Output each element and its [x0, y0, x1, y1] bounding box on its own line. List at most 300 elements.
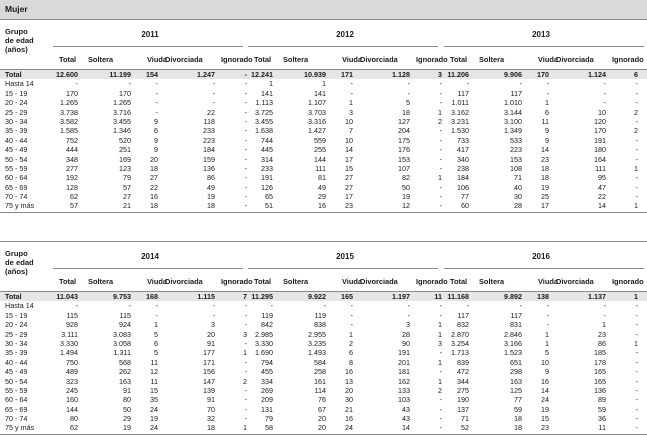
- table-cell: -: [603, 310, 606, 320]
- table-cell: 86: [598, 338, 606, 348]
- table-cell: 16: [150, 192, 158, 202]
- table-cell: 15: [541, 414, 549, 424]
- table-cell: 348: [66, 154, 78, 164]
- table-cell: 258: [314, 367, 326, 377]
- table-cell: 20: [345, 385, 353, 395]
- table-cell: 1: [349, 98, 353, 108]
- age-group-label: 75 y más: [5, 201, 35, 211]
- table-cell: -: [244, 367, 247, 377]
- table-cell: 65: [265, 192, 273, 202]
- table-cell: 17: [345, 154, 353, 164]
- table-cell: 49: [318, 182, 326, 192]
- table-cell: 119: [314, 310, 326, 320]
- table-cell: 164: [594, 154, 606, 164]
- table-cell: 19: [150, 414, 158, 424]
- table-cell: 2.870: [451, 329, 469, 339]
- table-cell: -: [635, 329, 638, 339]
- table-cell: 117: [457, 310, 469, 320]
- table-cell: -: [635, 404, 638, 414]
- table-cell: 19: [541, 182, 549, 192]
- table-cell: 27: [345, 182, 353, 192]
- table-cell: 67: [318, 404, 326, 414]
- table-cell: -: [635, 310, 638, 320]
- table-cell: 80: [70, 414, 78, 424]
- table-cell: 14: [541, 385, 549, 395]
- table-cell: 49: [207, 182, 215, 192]
- table-cell: 18: [541, 173, 549, 183]
- age-group-label: 50 - 54: [5, 376, 28, 386]
- table-cell: 11.295: [251, 292, 273, 301]
- table-cell: 52: [461, 423, 469, 433]
- table-cell: -: [546, 301, 549, 311]
- table-cell: 1: [545, 338, 549, 348]
- table-cell: 334: [261, 376, 273, 386]
- table-cell: -: [519, 301, 522, 311]
- table-cell: 533: [510, 135, 522, 145]
- group-header-label: de edad: [5, 36, 34, 45]
- table-cell: 91: [207, 395, 215, 405]
- table-cell: 57: [123, 182, 131, 192]
- table-cell: 1.265: [60, 98, 78, 108]
- table-cell: -: [439, 414, 442, 424]
- table-cell: 223: [510, 145, 522, 155]
- table-cell: 417: [457, 145, 469, 155]
- column-header: Viuda: [147, 55, 167, 64]
- column-header: Viuda: [147, 277, 167, 286]
- table-cell: 839: [457, 357, 469, 367]
- table-cell: -: [603, 88, 606, 98]
- table-cell: 30: [514, 192, 522, 202]
- table-cell: 27: [345, 173, 353, 183]
- table-row: [0, 423, 647, 432]
- table-cell: -: [439, 98, 442, 108]
- table-row: [0, 201, 647, 210]
- table-cell: 16: [345, 367, 353, 377]
- table-cell: 651: [510, 357, 522, 367]
- table-cell: -: [635, 116, 638, 126]
- column-header: Viuda: [342, 277, 362, 286]
- table-cell: -: [635, 385, 638, 395]
- table-cell: -: [244, 414, 247, 424]
- table-cell: 6: [154, 338, 158, 348]
- column-header: Ignorado: [416, 277, 448, 286]
- table-cell: 22: [207, 107, 215, 117]
- table-cell: 21: [123, 201, 131, 211]
- table-header: [0, 241, 647, 292]
- table-cell: 1: [154, 320, 158, 330]
- age-group-label: 20 - 24: [5, 320, 28, 330]
- column-header: Soltera: [479, 277, 505, 286]
- table-cell: 107: [398, 163, 410, 173]
- table-cell: 24: [150, 404, 158, 414]
- table-cell: 3: [349, 107, 353, 117]
- table-cell: 17: [345, 192, 353, 202]
- table-cell: 153: [510, 154, 522, 164]
- column-header: Divorciada: [556, 55, 594, 64]
- table-row: [0, 377, 647, 386]
- table-cell: 15: [150, 385, 158, 395]
- age-group-label: 35 - 39: [5, 126, 28, 136]
- table-cell: 14: [345, 145, 353, 155]
- table-cell: 842: [261, 320, 273, 330]
- age-group-label: 45 - 49: [5, 367, 28, 377]
- table-cell: 128: [66, 182, 78, 192]
- table-cell: 1.427: [308, 126, 326, 136]
- age-group-label: 55 - 59: [5, 385, 28, 395]
- table-cell: 175: [398, 135, 410, 145]
- table-cell: 9: [545, 135, 549, 145]
- table-cell: 117: [457, 88, 469, 98]
- table-cell: 106: [457, 182, 469, 192]
- table-cell: 159: [203, 154, 215, 164]
- table-cell: 3.716: [113, 107, 131, 117]
- table-cell: 1.346: [113, 126, 131, 136]
- column-header: Ignorado: [221, 55, 253, 64]
- table-cell: 18: [541, 163, 549, 173]
- table-cell: -: [75, 301, 78, 311]
- table-cell: 3.455: [113, 116, 131, 126]
- table-cell: 91: [123, 385, 131, 395]
- table-cell: -: [407, 79, 410, 89]
- table-cell: 11: [150, 357, 158, 367]
- table-cell: 233: [261, 163, 273, 173]
- column-header: Soltera: [88, 277, 114, 286]
- table-body: [0, 70, 647, 211]
- table-cell: -: [244, 79, 247, 89]
- table-cell: 191: [261, 173, 273, 183]
- table-cell: -: [635, 395, 638, 405]
- table-cell: -: [407, 301, 410, 311]
- table-cell: -: [244, 145, 247, 155]
- table-cell: 6: [154, 126, 158, 136]
- table-cell: 1.115: [197, 292, 215, 301]
- table-cell: 1.197: [392, 292, 410, 301]
- table-cell: -: [407, 310, 410, 320]
- table-cell: -: [635, 423, 638, 433]
- table-cell: 3.316: [308, 116, 326, 126]
- table-cell: 27: [123, 192, 131, 202]
- table-row: [0, 173, 647, 182]
- table-cell: 171: [341, 70, 353, 79]
- table-cell: 62: [70, 423, 78, 433]
- table-cell: -: [244, 320, 247, 330]
- table-cell: 170: [537, 70, 549, 79]
- table-cell: 2.846: [504, 329, 522, 339]
- table-cell: 11.206: [447, 70, 469, 79]
- table-cell: 1.124: [588, 70, 606, 79]
- table-cell: -: [155, 301, 158, 311]
- table-cell: -: [635, 192, 638, 202]
- table-cell: 3: [438, 338, 442, 348]
- table-cell: -: [546, 79, 549, 89]
- table-cell: 744: [261, 135, 273, 145]
- table-cell: 314: [261, 154, 273, 164]
- table-cell: 1: [634, 292, 638, 301]
- table-cell: 3.231: [451, 116, 469, 126]
- table-cell: 340: [457, 154, 469, 164]
- total-row: [0, 70, 647, 79]
- column-header: Divorciada: [165, 277, 203, 286]
- table-cell: 127: [398, 116, 410, 126]
- table-cell: 115: [119, 310, 131, 320]
- table-cell: 2: [634, 126, 638, 136]
- table-row: [0, 348, 647, 357]
- table-cell: 91: [207, 338, 215, 348]
- table-cell: 2: [349, 338, 353, 348]
- table-cell: 1: [438, 320, 442, 330]
- table-cell: 181: [398, 367, 410, 377]
- age-group-label: 40 - 44: [5, 135, 28, 145]
- year-underline: [53, 46, 243, 47]
- table-cell: 13: [345, 376, 353, 386]
- table-cell: 1.265: [113, 98, 131, 108]
- table-row: [0, 192, 647, 201]
- table-cell: 2.955: [308, 329, 326, 339]
- table-cell: -: [244, 182, 247, 192]
- table-cell: 184: [203, 145, 215, 155]
- table-cell: 20: [150, 154, 158, 164]
- table-cell: 323: [66, 376, 78, 386]
- table-cell: 119: [261, 310, 273, 320]
- table-cell: -: [519, 79, 522, 89]
- year-header: 2014: [141, 252, 159, 261]
- column-header: Total: [450, 55, 468, 64]
- table-cell: -: [635, 88, 638, 98]
- table-bottom-rule: [0, 212, 647, 213]
- table-cell: -: [244, 107, 247, 117]
- table-cell: -: [155, 98, 158, 108]
- table-cell: 144: [314, 154, 326, 164]
- table-cell: 18: [514, 414, 522, 424]
- table-cell: 191: [398, 348, 410, 358]
- table-block-2011-2013: [0, 19, 647, 211]
- table-cell: -: [635, 173, 638, 183]
- table-header: [0, 19, 647, 70]
- year-underline: [53, 268, 243, 269]
- table-cell: -: [439, 182, 442, 192]
- column-header: Viuda: [538, 277, 558, 286]
- table-cell: -: [244, 116, 247, 126]
- table-cell: 838: [314, 320, 326, 330]
- table-row: [0, 136, 647, 145]
- table-cell: 138: [537, 292, 549, 301]
- table-cell: 238: [457, 163, 469, 173]
- table-cell: 136: [203, 163, 215, 173]
- age-group-label: 15 - 19: [5, 88, 28, 98]
- table-cell: 15: [345, 163, 353, 173]
- table-cell: 1: [438, 173, 442, 183]
- table-cell: -: [244, 404, 247, 414]
- year-header: 2013: [532, 30, 550, 39]
- table-row: [0, 358, 647, 367]
- table-cell: 3.330: [60, 338, 78, 348]
- table-cell: 18: [514, 423, 522, 433]
- age-group-label: 45 - 49: [5, 145, 28, 155]
- table-cell: 185: [594, 348, 606, 358]
- column-header: Ignorado: [416, 55, 448, 64]
- table-cell: 11: [541, 116, 549, 126]
- table-row: [0, 311, 647, 320]
- table-cell: 750: [66, 357, 78, 367]
- table-cell: 3.455: [255, 116, 273, 126]
- table-block-2014-2016: [0, 241, 647, 433]
- table-cell: 32: [207, 414, 215, 424]
- table-cell: 1.113: [255, 98, 273, 108]
- table-cell: 133: [398, 385, 410, 395]
- table-cell: 1: [634, 338, 638, 348]
- table-cell: 832: [457, 320, 469, 330]
- table-cell: 1.585: [60, 126, 78, 136]
- table-cell: 1: [438, 107, 442, 117]
- table-cell: 9.753: [113, 292, 131, 301]
- table-cell: 12: [402, 201, 410, 211]
- table-cell: -: [635, 182, 638, 192]
- table-cell: -: [546, 320, 549, 330]
- table-cell: -: [439, 192, 442, 202]
- table-cell: -: [323, 301, 326, 311]
- table-cell: 125: [510, 385, 522, 395]
- table-cell: 60: [461, 201, 469, 211]
- table-cell: 163: [510, 376, 522, 386]
- age-group-label: 70 - 74: [5, 192, 28, 202]
- group-header-label: Grupo: [5, 249, 28, 258]
- table-cell: 924: [119, 320, 131, 330]
- table-cell: 2.985: [255, 329, 273, 339]
- table-cell: 19: [123, 423, 131, 433]
- table-cell: -: [439, 88, 442, 98]
- table-cell: 269: [261, 385, 273, 395]
- table-cell: -: [244, 154, 247, 164]
- table-cell: 19: [402, 192, 410, 202]
- table-cell: 71: [461, 414, 469, 424]
- column-header: Soltera: [88, 55, 114, 64]
- table-cell: -: [635, 98, 638, 108]
- table-cell: -: [244, 98, 247, 108]
- table-cell: 40: [514, 182, 522, 192]
- table-cell: 831: [510, 320, 522, 330]
- table-cell: 1.010: [504, 98, 522, 108]
- year-underline: [248, 46, 438, 47]
- table-cell: 180: [594, 145, 606, 155]
- table-cell: 3: [211, 320, 215, 330]
- table-cell: 47: [598, 182, 606, 192]
- table-cell: 59: [598, 404, 606, 414]
- table-cell: 9.906: [504, 70, 522, 79]
- table-cell: 165: [341, 292, 353, 301]
- table-cell: 16: [318, 201, 326, 211]
- table-cell: 3.725: [255, 107, 273, 117]
- table-cell: 23: [541, 423, 549, 433]
- year-header: 2015: [336, 252, 354, 261]
- table-cell: 3.330: [255, 338, 273, 348]
- age-group-label: Hasta 14: [5, 301, 34, 311]
- table-cell: -: [244, 301, 247, 311]
- table-cell: 1: [438, 329, 442, 339]
- group-header-label: (años): [5, 45, 28, 54]
- table-cell: 28: [402, 329, 410, 339]
- table-cell: 137: [457, 404, 469, 414]
- table-cell: 144: [66, 404, 78, 414]
- column-header: Total: [254, 55, 272, 64]
- table-cell: -: [635, 301, 638, 311]
- table-cell: -: [635, 414, 638, 424]
- table-cell: -: [635, 348, 638, 358]
- table-row: [0, 98, 647, 107]
- age-group-label: 25 - 29: [5, 329, 28, 339]
- table-cell: -: [212, 88, 215, 98]
- table-cell: 18: [150, 201, 158, 211]
- table-cell: 51: [265, 201, 273, 211]
- table-cell: 59: [514, 404, 522, 414]
- table-cell: 1.494: [60, 348, 78, 358]
- year-underline: [444, 46, 644, 47]
- table-cell: -: [155, 310, 158, 320]
- column-header: Divorciada: [556, 277, 594, 286]
- table-cell: 12.600: [56, 70, 78, 79]
- table-cell: 118: [203, 116, 215, 126]
- table-cell: -: [603, 79, 606, 89]
- table-cell: 6: [349, 348, 353, 358]
- table-cell: 12: [150, 367, 158, 377]
- age-group-label: Total: [5, 70, 22, 79]
- table-cell: 10: [345, 135, 353, 145]
- age-group-label: 30 - 34: [5, 338, 28, 348]
- table-cell: 11.043: [56, 292, 78, 301]
- table-cell: -: [244, 357, 247, 367]
- table-cell: 10: [598, 107, 606, 117]
- table-cell: -: [350, 301, 353, 311]
- table-cell: 3.738: [60, 107, 78, 117]
- table-row: [0, 395, 647, 404]
- age-group-label: 25 - 29: [5, 107, 28, 117]
- column-header: Soltera: [479, 55, 505, 64]
- table-cell: 11: [598, 423, 606, 433]
- year-header: 2011: [141, 30, 159, 39]
- column-header: Ignorado: [221, 277, 253, 286]
- table-cell: 16: [345, 414, 353, 424]
- table-cell: 36: [598, 414, 606, 424]
- table-cell: 3.144: [504, 107, 522, 117]
- table-row: [0, 183, 647, 192]
- table-cell: -: [155, 107, 158, 117]
- table-cell: 86: [207, 173, 215, 183]
- table-cell: -: [466, 301, 469, 311]
- table-cell: 58: [265, 423, 273, 433]
- table-cell: 2: [243, 376, 247, 386]
- table-cell: 1: [322, 79, 326, 89]
- table-cell: -: [439, 348, 442, 358]
- table-row: [0, 330, 647, 339]
- table-cell: 3.166: [504, 338, 522, 348]
- table-row: [0, 145, 647, 154]
- table-cell: 3.162: [451, 107, 469, 117]
- table-cell: 177: [203, 348, 215, 358]
- table-cell: 445: [261, 145, 273, 155]
- table-row: [0, 320, 647, 329]
- table-cell: 171: [203, 357, 215, 367]
- table-cell: 170: [66, 88, 78, 98]
- table-cell: 76: [318, 395, 326, 405]
- header-top-rule: [0, 241, 647, 242]
- table-cell: 190: [457, 395, 469, 405]
- table-cell: 79: [123, 173, 131, 183]
- table-cell: 43: [402, 414, 410, 424]
- table-cell: 3.235: [308, 338, 326, 348]
- table-cell: 201: [398, 357, 410, 367]
- table-cell: 30: [345, 395, 353, 405]
- table-cell: 245: [66, 385, 78, 395]
- table-cell: 168: [146, 292, 158, 301]
